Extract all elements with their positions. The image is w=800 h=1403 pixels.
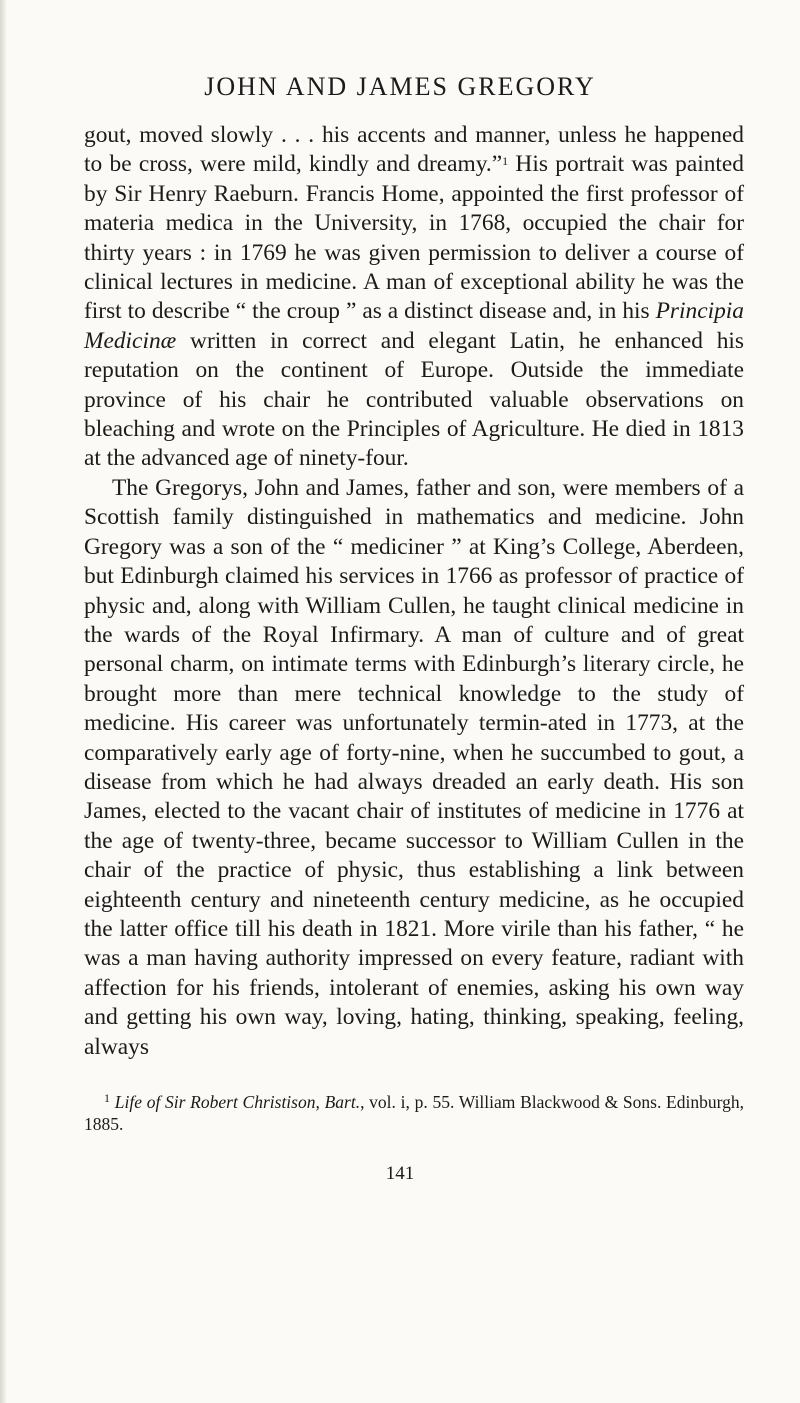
main-text — [84, 121, 744, 1062]
page-number: 141 — [385, 1163, 415, 1184]
footnote-text: , vol. i, p. 55. William Blackwood & Sons. Edinburgh, 1885. — [84, 1092, 744, 1134]
paragraph-1-continuation: His portrait was painted by Sir Henry Raeburn. Francis Home, appointed the first professor of materia medica in the University, in 1768, occupied the chair for thirty years : in 1769 he was given permission to deliver a course of clinical lectures in medicine. A man of exceptional ability he was the first to describe “ the croup ” as a distinct disease and, in his — [84, 151, 744, 325]
footnote-reference: 1 — [502, 154, 509, 169]
paragraph-1 — [84, 121, 744, 474]
paragraph-1-end: written in correct and elegant Latin, he enhanced his reputation on the continent of Europe. Outside the immediate province of his chair he contributed valuable observations on bleaching and wrote on the Principles of Agriculture. He died in 1813 at the advanced age of ninety-four. — [84, 327, 744, 472]
paragraph-2: The Gregorys, John and James, father and son, were members of a Scottish family distinguished in mathematics and medicine. John Gregory was a son of the “ mediciner ” at King’s College, Aberdeen, but Edinburgh claimed his services in 1766 as professor of practice of physic and, along with William Cullen, he taught clinical medicine in the wards of the Royal Infirmary. A man of culture and of great personal charm, on intimate terms with Edinburgh’s literary circle, he brought more than mere technical knowledge to the study of medicine. His career was unfortunately termin-ated in 1773, at the comparatively early age of forty-nine, when he succumbed to gout, a disease from which he had always dreaded an early death. His son James, elected to the vacant chair of institutes of medicine in 1776 at the age of twenty-three, became successor to William Cullen in the chair of the practice of physic, thus establishing a link between eighteenth century and nineteenth century medicine, as he occupied the latter office till his death in 1821. More virile than his father, “ he was a man having authority impressed on every feature, radiant with affection for his friends, intolerant of enemies, asking his own way and getting his own way, loving, hating, thinking, speaking, feeling, always — [84, 474, 744, 1060]
footnote-mark: 1 — [104, 1091, 110, 1105]
paragraph-1-opening: gout, moved slowly . . . his accents and manner, unless he happened to be cross, were mild, kindly and dreamy.” — [84, 122, 744, 178]
running-title: JOHN AND JAMES GREGORY — [204, 72, 596, 101]
footnote-book-title: Life of Sir Robert Christison, Bart. — [114, 1092, 361, 1112]
page-edge-shadow — [0, 0, 7, 1403]
footnote — [84, 1091, 744, 1135]
book-title-italic: Principia Medicinæ — [84, 298, 744, 354]
running-header — [0, 72, 800, 102]
